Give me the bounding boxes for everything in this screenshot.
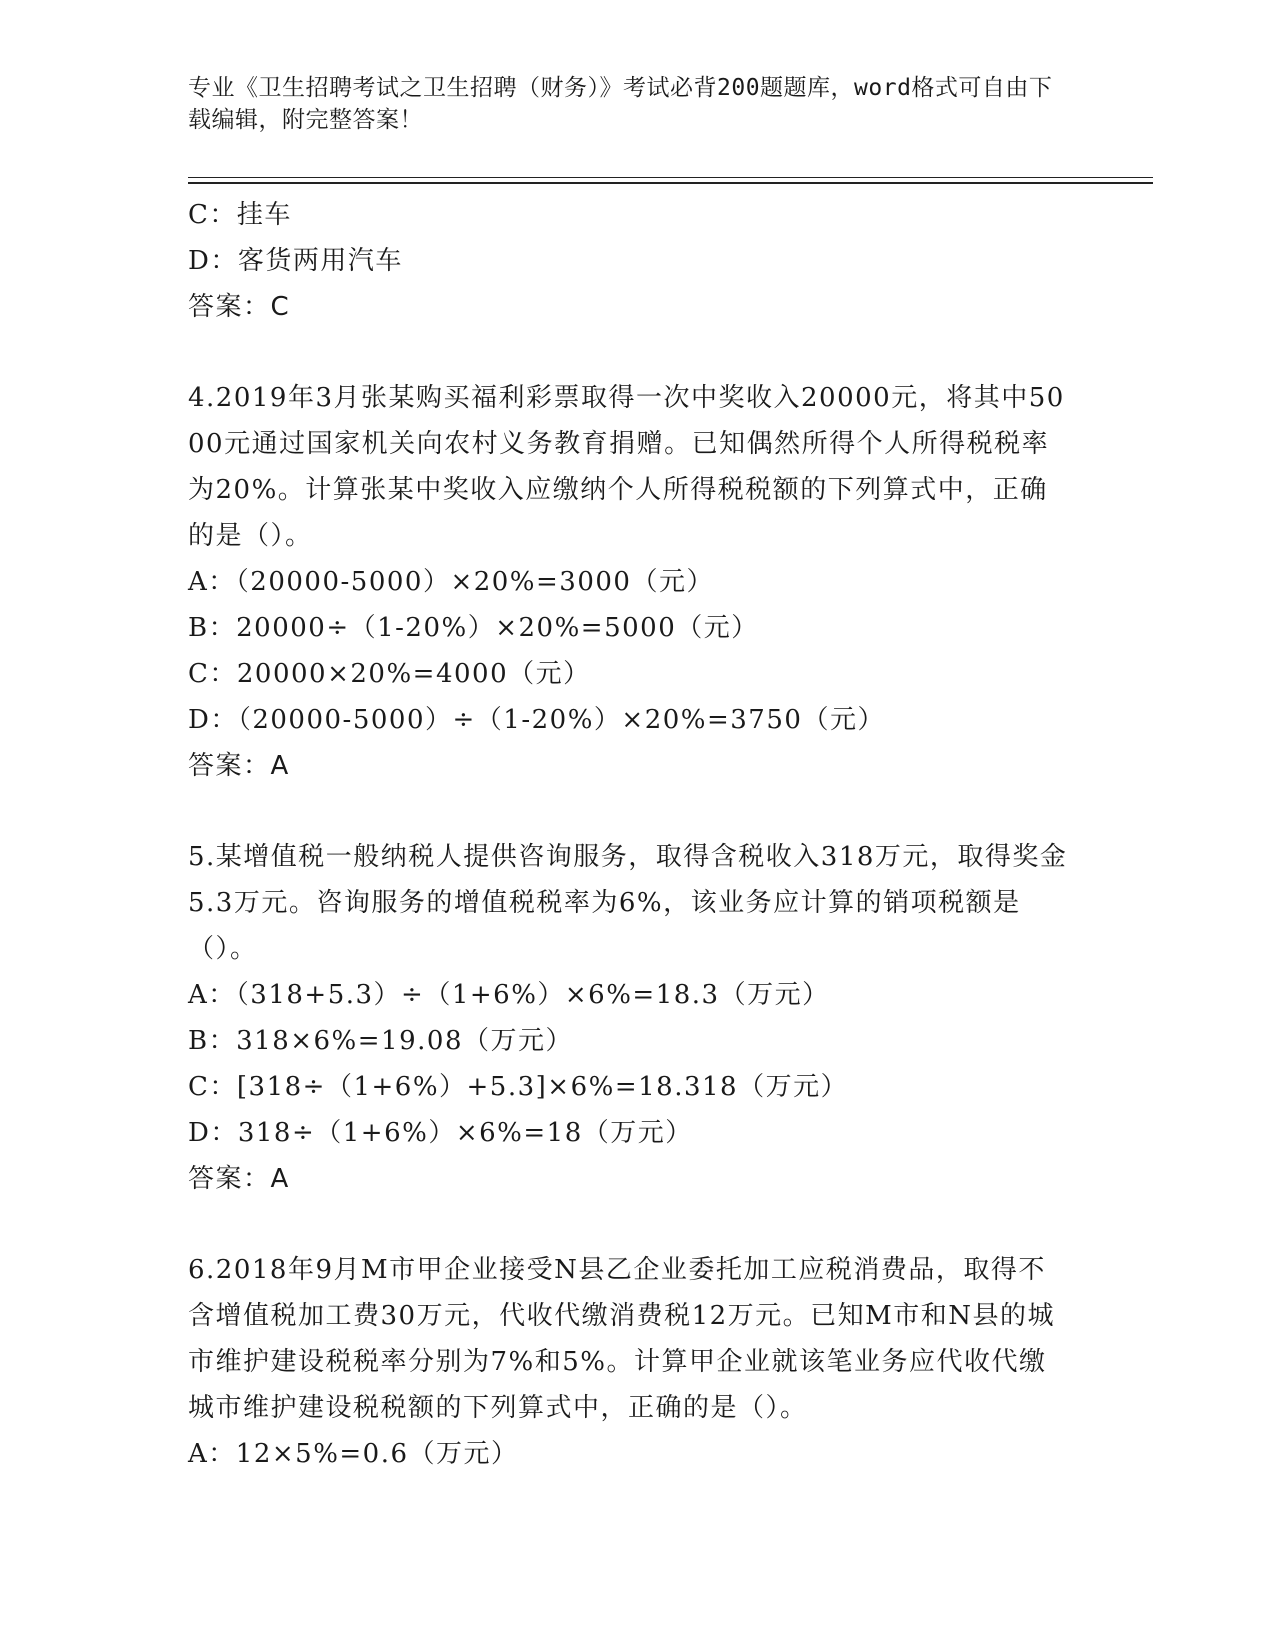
header-divider-thin (188, 177, 1153, 178)
q4-stem: 4.2019年3月张某购买福利彩票取得一次中奖收入20000元，将其中5000元通过国家机关向农村义务教育捐赠。已知偶然所得个人所得税税率为20%。计算张某中奖收入应缴纳个人所得税税额的下列算式中，正确的是（）。 (188, 383, 1065, 551)
q5-option-d: D：318÷（1+6%）×6%=18（万元） (188, 1118, 693, 1148)
q5-option-b: B：318×6%=19.08（万元） (188, 1026, 573, 1056)
question-content (188, 192, 1068, 1477)
q3-option-d: D：客货两用汽车 (188, 246, 403, 276)
q4-answer: 答案：A (188, 751, 290, 781)
q4-option-b: B：20000÷（1-20%）×20%=5000（元） (188, 613, 759, 643)
q4-option-d: D：（20000-5000）÷（1-20%）×20%=3750（元） (188, 705, 885, 735)
q5-option-a: A：（318+5.3）÷（1+6%）×6%=18.3（万元） (188, 980, 830, 1010)
q4-option-c: C：20000×20%=4000（元） (188, 659, 591, 689)
q6-option-a: A：12×5%=0.6（万元） (188, 1439, 519, 1469)
q3-option-c: C：挂车 (188, 200, 292, 230)
q4-option-a: A：（20000-5000）×20%=3000（元） (188, 567, 714, 597)
q5-stem: 5.某增值税一般纳税人提供咨询服务，取得含税收入318万元，取得奖金5.3万元。咨询服务的增值税税率为6%，该业务应计算的销项税额是（）。 (188, 842, 1068, 964)
q3-answer: 答案：C (188, 292, 291, 322)
q5-answer: 答案：A (188, 1164, 290, 1194)
q5-option-c: C：[318÷（1+6%）+5.3]×6%=18.318（万元） (188, 1072, 849, 1102)
header-divider-thick (188, 182, 1153, 184)
document-header: 专业《卫生招聘考试之卫生招聘（财务）》考试必背200题题库，word格式可自由下载编辑，附完整答案！ (188, 75, 1053, 133)
q6-stem: 6.2018年9月M市甲企业接受N县乙企业委托加工应税消费品，取得不含增值税加工费30万元，代收代缴消费税12万元。已知M市和N县的城市维护建设税税率分别为7%和5%。计算甲企业就该笔业务应代收代缴城市维护建设税税额的下列算式中，正确的是（）。 (188, 1255, 1056, 1423)
